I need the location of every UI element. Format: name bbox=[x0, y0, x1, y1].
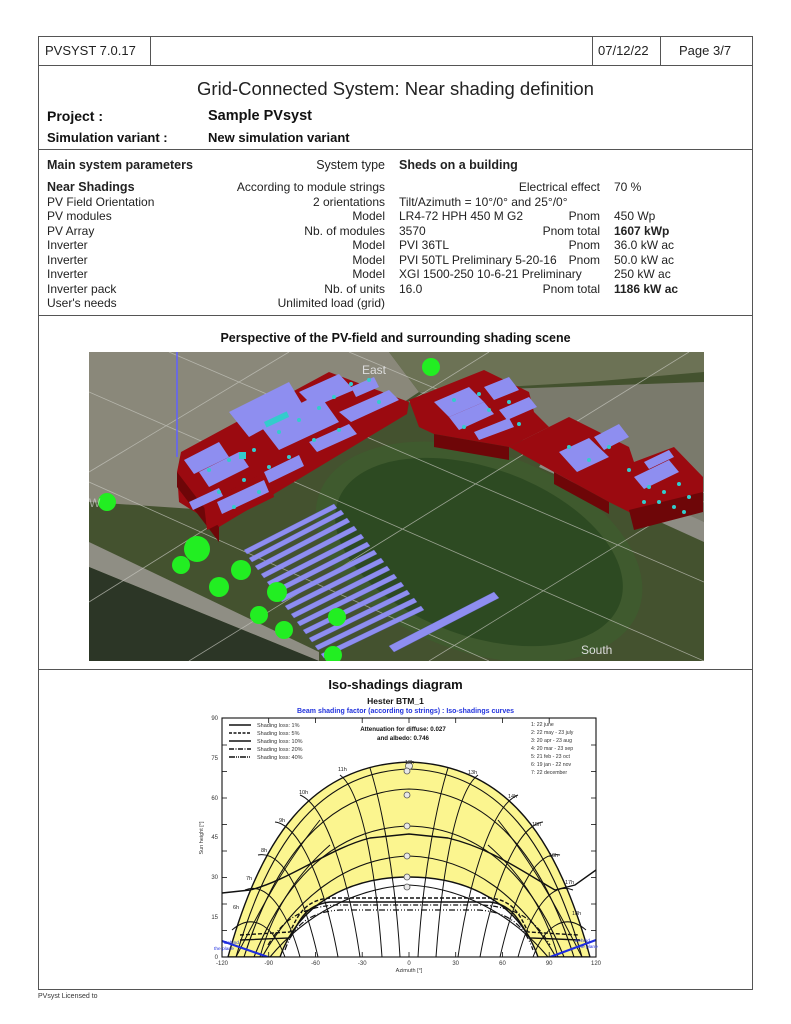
param-value: PVI 50TL Preliminary 5-20-16 bbox=[399, 252, 557, 267]
y-tick: 15 bbox=[211, 915, 218, 921]
svg-text:-120: -120 bbox=[215, 961, 229, 967]
svg-text:1: 22 june: 1: 22 june bbox=[531, 722, 554, 728]
report-date: 07/12/22 bbox=[598, 43, 649, 58]
svg-text:and albedo: 0.746: and albedo: 0.746 bbox=[377, 735, 429, 742]
param-key2: Pnom total bbox=[542, 281, 600, 296]
svg-text:6: 19 jan - 22 nov: 6: 19 jan - 22 nov bbox=[531, 762, 572, 768]
param-key: Nb. of units bbox=[324, 281, 385, 296]
svg-text:-60: -60 bbox=[311, 961, 320, 967]
svg-text:15h: 15h bbox=[532, 822, 542, 828]
svg-text:Shading loss: 10%: Shading loss: 10% bbox=[257, 739, 303, 745]
shading-scene-image bbox=[89, 352, 704, 661]
scene-title: Perspective of the PV-field and surrounding shading scene bbox=[220, 331, 571, 345]
system-type-label: System type bbox=[316, 158, 385, 172]
param-name: PV modules bbox=[47, 209, 112, 223]
svg-text:120: 120 bbox=[590, 961, 602, 967]
y-tick: 0 bbox=[214, 955, 218, 961]
header-col-divider bbox=[660, 37, 661, 65]
svg-text:18h: 18h bbox=[572, 911, 582, 917]
svg-text:6h: 6h bbox=[233, 905, 240, 911]
param-value2: 1186 kW ac bbox=[614, 281, 679, 296]
variant-value: New simulation variant bbox=[208, 130, 350, 145]
param-key2: Pnom bbox=[568, 209, 600, 223]
iso-subtitle: Hester BTM_1 bbox=[367, 696, 424, 706]
svg-text:Shading loss: 5%: Shading loss: 5% bbox=[257, 731, 300, 737]
project-label: Project : bbox=[47, 108, 104, 124]
header-col-divider bbox=[592, 37, 593, 65]
param-name: PV Array bbox=[47, 223, 95, 238]
param-name: Near Shadings bbox=[47, 180, 135, 194]
svg-text:14h: 14h bbox=[508, 794, 518, 800]
west-label: W bbox=[89, 496, 101, 510]
param-key2: Pnom bbox=[568, 238, 600, 252]
param-name: Inverter pack bbox=[47, 281, 117, 296]
y-tick: 30 bbox=[211, 875, 218, 881]
iso-section-title: Iso-shadings diagram bbox=[328, 677, 463, 692]
svg-text:7: 22 december: 7: 22 december bbox=[531, 770, 568, 776]
variant-label: Simulation variant : bbox=[47, 130, 168, 145]
param-value2: 36.0 kW ac bbox=[614, 238, 675, 252]
svg-text:the plane: the plane bbox=[578, 945, 598, 950]
param-key: 2 orientations bbox=[312, 194, 385, 209]
svg-text:Shading loss: 40%: Shading loss: 40% bbox=[257, 755, 303, 761]
param-key: Unlimited load (grid) bbox=[277, 296, 385, 310]
param-key: According to module strings bbox=[236, 180, 385, 194]
page-number: Page 3/7 bbox=[679, 43, 732, 58]
svg-text:4: 20 mar - 23 sep: 4: 20 mar - 23 sep bbox=[531, 746, 574, 752]
param-value: Tilt/Azimuth = 10°/0° and 25°/0° bbox=[399, 194, 568, 209]
svg-text:Shading loss: 1%: Shading loss: 1% bbox=[257, 723, 300, 729]
param-value2: 50.0 kW ac bbox=[614, 252, 675, 267]
y-tick: 60 bbox=[211, 796, 218, 802]
param-key: Model bbox=[352, 267, 385, 281]
param-name: Inverter bbox=[47, 238, 88, 252]
svg-text:Behind: Behind bbox=[224, 941, 239, 946]
project-value: Sample PVsyst bbox=[208, 108, 312, 124]
svg-text:Behind: Behind bbox=[575, 939, 590, 944]
iso-shadings-chart bbox=[195, 712, 615, 974]
svg-text:10h: 10h bbox=[299, 790, 309, 796]
svg-text:2: 22 may - 23 july: 2: 22 may - 23 july bbox=[531, 730, 574, 736]
param-value2: 1607 kWp bbox=[614, 223, 670, 238]
param-name: PV Field Orientation bbox=[47, 194, 155, 209]
param-name: Inverter bbox=[47, 252, 88, 267]
svg-text:13h: 13h bbox=[468, 770, 478, 776]
svg-text:11h: 11h bbox=[338, 767, 347, 773]
param-value2: 250 kW ac bbox=[614, 267, 671, 281]
page-title: Grid-Connected System: Near shading definition bbox=[197, 78, 594, 99]
svg-text:12h: 12h bbox=[405, 760, 415, 766]
param-key: Model bbox=[352, 238, 385, 252]
svg-text:Sun height [°]: Sun height [°] bbox=[199, 821, 205, 855]
param-name: User's needs bbox=[47, 296, 117, 310]
header-divider bbox=[38, 65, 753, 66]
project-divider bbox=[38, 149, 753, 150]
svg-text:0: 0 bbox=[407, 961, 411, 967]
svg-text:5: 21 feb - 23 oct: 5: 21 feb - 23 oct bbox=[531, 754, 570, 760]
svg-text:17h: 17h bbox=[565, 880, 575, 886]
y-tick: 75 bbox=[211, 756, 218, 762]
param-key: Model bbox=[352, 252, 385, 267]
param-key2: Pnom total bbox=[542, 223, 600, 238]
param-value: LR4-72 HPH 450 M G2 bbox=[399, 209, 524, 223]
param-value2: 450 Wp bbox=[614, 209, 656, 223]
svg-text:-30: -30 bbox=[357, 961, 367, 967]
param-value: XGI 1500-250 10-6-21 Preliminary bbox=[399, 267, 582, 281]
license-footer: PVsyst Licensed to bbox=[38, 993, 98, 1000]
svg-text:the plane: the plane bbox=[214, 947, 234, 952]
param-key: Model bbox=[352, 209, 385, 223]
svg-text:Shading loss: 20%: Shading loss: 20% bbox=[257, 747, 303, 753]
svg-text:60: 60 bbox=[499, 961, 506, 967]
svg-text:7h: 7h bbox=[246, 876, 253, 882]
param-value2: 70 % bbox=[614, 180, 642, 194]
svg-text:8h: 8h bbox=[261, 848, 268, 854]
svg-text:3: 20 apr - 23 aug: 3: 20 apr - 23 aug bbox=[531, 738, 572, 744]
param-key: Nb. of modules bbox=[304, 223, 385, 238]
parameters-divider bbox=[38, 315, 753, 316]
svg-text:30: 30 bbox=[452, 961, 460, 967]
param-name: Inverter bbox=[47, 267, 88, 281]
iso-chart-title: Beam shading factor (according to strings) : Iso-shadings curves bbox=[296, 708, 515, 715]
param-value: PVI 36TL bbox=[399, 238, 450, 252]
svg-text:Azimuth [°]: Azimuth [°] bbox=[395, 968, 423, 974]
svg-text:16h: 16h bbox=[549, 853, 559, 859]
y-tick: 45 bbox=[211, 835, 218, 841]
main-params-label: Main system parameters bbox=[47, 158, 193, 172]
svg-text:Attenuation for diffuse: 0.027: Attenuation for diffuse: 0.027 bbox=[360, 726, 446, 733]
south-label: South bbox=[581, 643, 613, 657]
header-col-divider bbox=[150, 37, 151, 65]
param-key2: Pnom bbox=[568, 252, 600, 267]
svg-text:90: 90 bbox=[545, 961, 553, 967]
y-tick: 90 bbox=[211, 716, 218, 722]
software-version: PVSYST 7.0.17 bbox=[45, 43, 136, 58]
param-key2: Electrical effect bbox=[518, 180, 600, 194]
svg-text:-90: -90 bbox=[264, 961, 274, 967]
param-value: 3570 bbox=[399, 223, 426, 238]
scene-divider bbox=[38, 669, 753, 670]
system-type-value: Sheds on a building bbox=[399, 158, 518, 172]
svg-text:9h: 9h bbox=[279, 818, 286, 824]
param-value: 16.0 bbox=[399, 281, 423, 296]
east-label: East bbox=[362, 363, 387, 377]
